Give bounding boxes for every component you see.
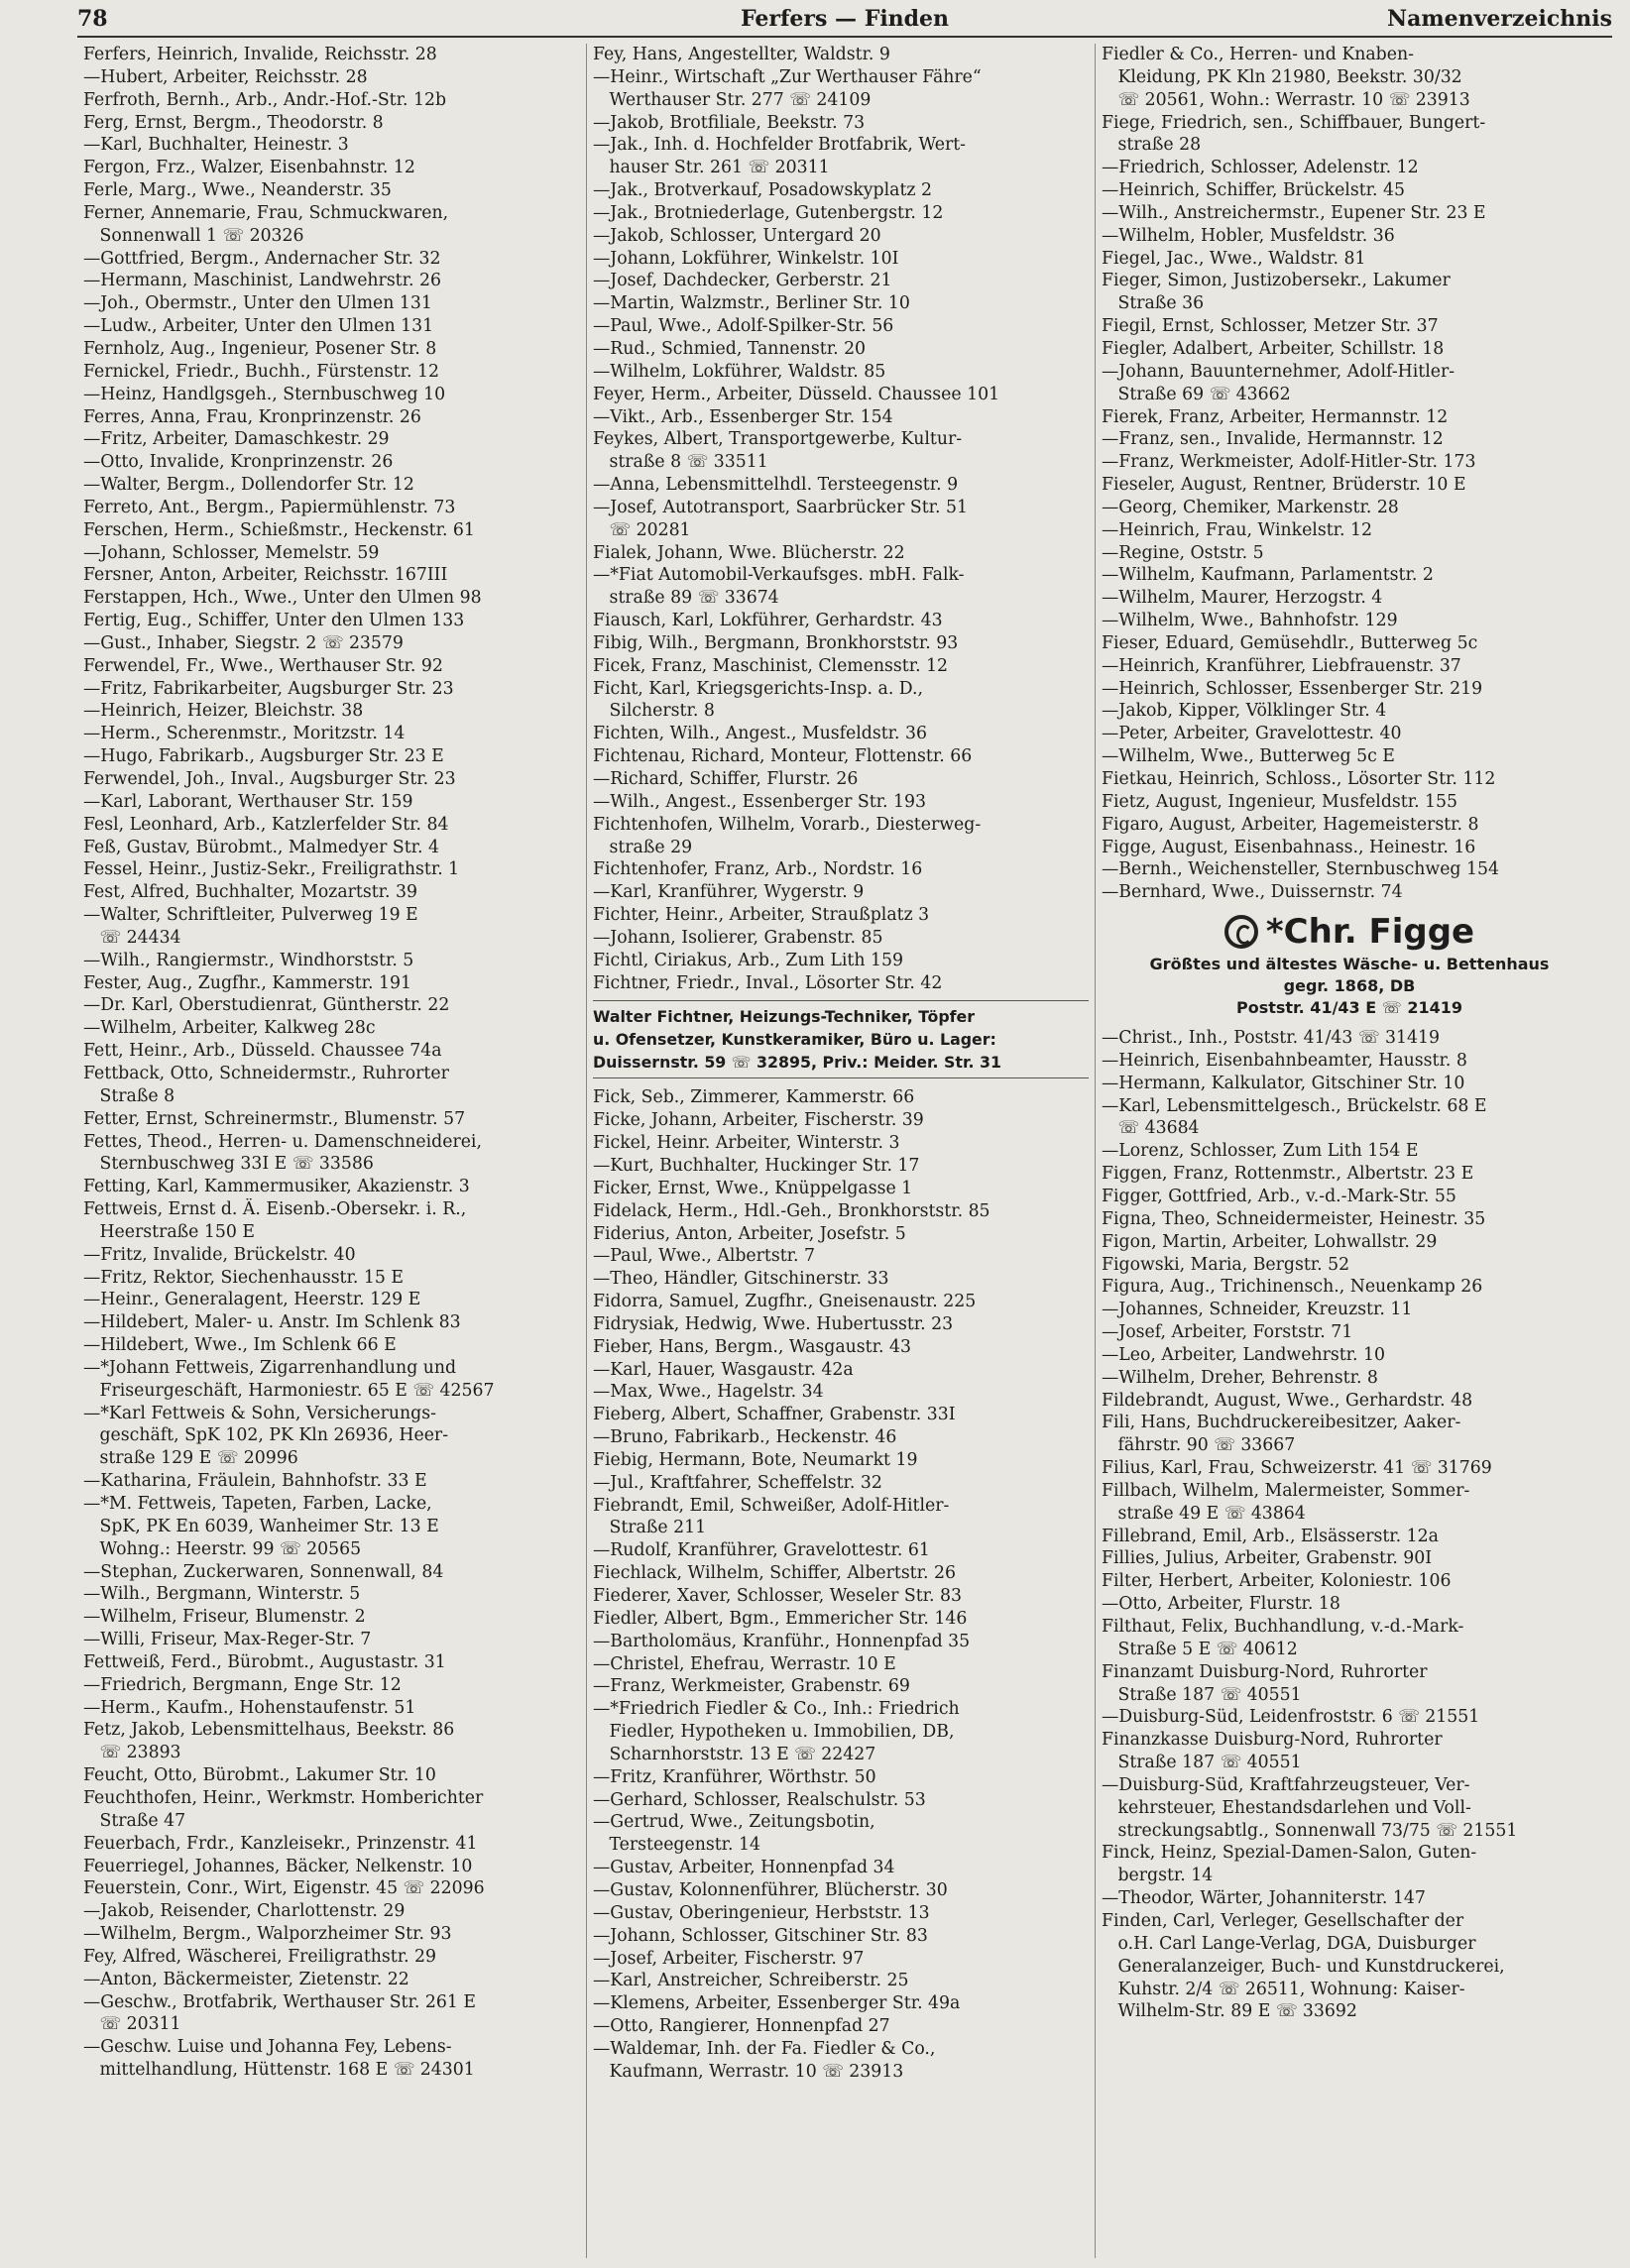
directory-entry: Fick, Seb., Zimmerer, Kammerstr. 66 (593, 1087, 915, 1108)
directory-entry: —Heinr., Generalagent, Heerstr. 129 E (83, 1290, 421, 1310)
directory-entry: Fiedler, Albert, Bgm., Emmericher Str. 146 (593, 1608, 968, 1629)
directory-entry: —Friedrich, Schlosser, Adelenstr. 12 (1102, 158, 1419, 178)
directory-entry: —Heinr., Wirtschaft „Zur Werthauser Fähre“ (593, 66, 982, 87)
directory-entry: Figna, Theo, Schneidermeister, Heinestr. 35 (1102, 1208, 1486, 1229)
directory-entry: —Walter, Schriftleiter, Pulverweg 19 E (83, 905, 418, 926)
directory-entry: —*Johann Fettweis, Zigarrenhandlung und (83, 1357, 457, 1378)
directory-entry: Fiderius, Anton, Arbeiter, Josefstr. 5 (593, 1223, 906, 1244)
directory-entry: —Bruno, Fabrikarb., Heckenstr. 46 (593, 1427, 897, 1448)
directory-entry: Figaro, August, Arbeiter, Hagemeisterstr. 8 (1102, 814, 1479, 835)
directory-entry: Scharnhorststr. 13 E ☏ 22427 (593, 1744, 876, 1764)
ad-line: gegr. 1868, DB (1283, 976, 1416, 996)
directory-entry: —Otto, Invalide, Kronprinzenstr. 26 (83, 452, 394, 473)
directory-entry: Fili, Hans, Buchdruckereibesitzer, Aaker- (1102, 1413, 1461, 1433)
name-range: Ferfers — Finden (740, 6, 950, 32)
directory-entry: Fichtenhofer, Franz, Arb., Nordstr. 16 (593, 859, 923, 880)
directory-entry: Fesl, Leonhard, Arb., Katzlerfelder Str. 84 (83, 814, 449, 835)
directory-entry: kehrsteuer, Ehestandsdarlehen und Voll- (1102, 1797, 1471, 1818)
directory-entry: Fichter, Heinr., Arbeiter, Straußplatz 3 (593, 905, 930, 926)
directory-entry: —Jul., Kraftfahrer, Scheffelstr. 32 (593, 1472, 882, 1493)
directory-entry: —Fritz, Invalide, Brückelstr. 40 (83, 1244, 356, 1265)
directory-entry: —Wilhelm, Arbeiter, Kalkweg 28c (83, 1018, 376, 1039)
directory-entry: —Otto, Arbeiter, Flurstr. 18 (1102, 1594, 1340, 1615)
directory-entry: Fergon, Frz., Walzer, Eisenbahnstr. 12 (83, 158, 415, 178)
directory-entry: Fidorra, Samuel, Zugfhr., Gneisenaustr. 225 (593, 1292, 977, 1312)
directory-entry: Friseurgeschäft, Harmoniestr. 65 E ☏ 42567 (83, 1380, 495, 1401)
directory-entry: Fillbach, Wilhelm, Malermeister, Sommer- (1102, 1480, 1470, 1501)
figge-brand (1102, 910, 1597, 954)
directory-entry: Fierek, Franz, Arbeiter, Hermannstr. 12 (1102, 406, 1449, 427)
directory-entry: mittelhandlung, Hüttenstr. 168 E ☏ 24301 (83, 2060, 475, 2081)
directory-entry: —Wilhelm, Hobler, Musfeldstr. 36 (1102, 225, 1395, 246)
directory-entry: straße 49 E ☏ 43864 (1102, 1503, 1306, 1524)
directory-entry: Fichtner, Friedr., Inval., Lösorter Str. 42 (593, 972, 943, 993)
directory-entry: Figger, Gottfried, Arb., v.-d.-Mark-Str. 55 (1102, 1186, 1456, 1206)
directory-entry: —Wilhelm, Maurer, Herzogstr. 4 (1102, 588, 1383, 609)
directory-entry: —Paul, Wwe., Adolf-Spilker-Str. 56 (593, 316, 894, 337)
directory-entry: —Karl, Kranführer, Wygerstr. 9 (593, 882, 865, 903)
directory-entry: Ferle, Marg., Wwe., Neanderstr. 35 (83, 180, 392, 201)
directory-entry: Figowski, Maria, Bergstr. 52 (1102, 1254, 1350, 1275)
directory-entry: straße 89 ☏ 33674 (593, 588, 779, 609)
directory-entry: —Karl, Hauer, Wasgaustr. 42a (593, 1359, 854, 1380)
directory-entry: —Anna, Lebensmittelhdl. Tersteegenstr. 9 (593, 475, 959, 496)
directory-entry: Fetter, Ernst, Schreinermstr., Blumenstr. 57 (83, 1108, 466, 1129)
directory-entry: —Gottfried, Bergm., Andernacher Str. 32 (83, 248, 441, 269)
ad-line: Größtes und ältestes Wäsche- u. Bettenhaus (1149, 955, 1550, 974)
directory-entry: Fettback, Otto, Schneidermstr., Ruhrorter (83, 1063, 449, 1083)
directory-entry: Fiebrandt, Emil, Schweißer, Adolf-Hitler- (593, 1495, 950, 1516)
directory-entry: Straße 187 ☏ 40551 (1102, 1684, 1302, 1705)
directory-entry: —Hugo, Fabrikarb., Augsburger Str. 23 E (83, 746, 444, 767)
directory-entry: —Duisburg-Süd, Kraftfahrzeugsteuer, Ver- (1102, 1774, 1470, 1795)
directory-entry: fährstr. 90 ☏ 33667 (1102, 1435, 1296, 1456)
directory-entry: —Walter, Bergm., Dollendorfer Str. 12 (83, 475, 414, 496)
directory-entry: —Jak., Inh. d. Hochfelder Brotfabrik, Wert- (593, 135, 967, 156)
header-rule (77, 36, 1612, 38)
directory-entry: —Johann, Lokführer, Winkelstr. 10I (593, 248, 899, 269)
directory-entry: Fietkau, Heinrich, Schloss., Lösorter Str. 112 (1102, 769, 1496, 789)
directory-entry: —Lorenz, Schlosser, Zum Lith 154 E (1102, 1141, 1419, 1162)
directory-entry: Straße 36 (1102, 293, 1205, 314)
directory-entry: Fieberg, Albert, Schaffner, Grabenstr. 33I (593, 1405, 956, 1425)
directory-entry: straße 29 (593, 837, 693, 857)
directory-entry: —Wilhelm, Wwe., Bahnhofstr. 129 (1102, 611, 1398, 631)
directory-entry: Fidrysiak, Hedwig, Wwe. Hubertusstr. 23 (593, 1313, 954, 1334)
directory-entry: —*Karl Fettweis & Sohn, Versicherungs- (83, 1403, 436, 1423)
directory-entry: Straße 187 ☏ 40551 (1102, 1753, 1302, 1773)
directory-entry: —Rudolf, Kranführer, Gravelottestr. 61 (593, 1540, 930, 1561)
directory-entry: Ferschen, Herm., Schießmstr., Heckenstr. 61 (83, 519, 475, 540)
directory-entry: —Josef, Arbeiter, Forststr. 71 (1102, 1322, 1353, 1343)
directory-entry: —Hildebert, Maler- u. Anstr. Im Schlenk 83 (83, 1312, 461, 1333)
directory-entry: —Josef, Arbeiter, Fischerstr. 97 (593, 1948, 865, 1969)
directory-entry: —Gerhard, Schlosser, Realschulstr. 53 (593, 1789, 926, 1810)
directory-entry: Kuhstr. 2/4 ☏ 26511, Wohnung: Kaiser- (1102, 1979, 1465, 1999)
directory-entry: ☏ 20311 (83, 2014, 181, 2035)
directory-entry: Fickel, Heinr. Arbeiter, Winterstr. 3 (593, 1133, 900, 1154)
directory-entry: geschäft, SpK 102, PK Kln 26936, Heer- (83, 1425, 449, 1446)
directory-entry: Fiegel, Jac., Wwe., Waldstr. 81 (1102, 248, 1366, 269)
directory-entry: ☏ 43684 (1102, 1118, 1200, 1139)
directory-entry: Fillies, Julius, Arbeiter, Grabenstr. 90I (1102, 1548, 1433, 1569)
directory-entry: streckungsabtlg., Sonnenwall 73/75 ☏ 21551 (1102, 1820, 1518, 1841)
directory-entry: Sonnenwall 1 ☏ 20326 (83, 225, 304, 246)
directory-entry: Fiegler, Adalbert, Arbeiter, Schillstr. 18 (1102, 338, 1445, 359)
directory-entry: —Anton, Bäckermeister, Zietenstr. 22 (83, 1969, 409, 1989)
directory-entry: —Gustav, Kolonnenführer, Blücherstr. 30 (593, 1879, 948, 1900)
directory-entry: —Richard, Schiffer, Flurstr. 26 (593, 769, 859, 789)
directory-entry: —Max, Wwe., Hagelstr. 34 (593, 1382, 824, 1403)
directory-entry: Fildebrandt, August, Wwe., Gerhardstr. 48 (1102, 1390, 1473, 1411)
directory-entry: Straße 69 ☏ 43662 (1102, 384, 1291, 404)
directory-entry: —Fritz, Kranführer, Wörthstr. 50 (593, 1766, 876, 1787)
directory-entry: —Gust., Inhaber, Siegstr. 2 ☏ 23579 (83, 632, 404, 653)
directory-entry: —Johann, Schlosser, Memelstr. 59 (83, 542, 380, 563)
column-2-top (593, 44, 1089, 994)
directory-entry: —Jakob, Reisender, Charlottenstr. 29 (83, 1901, 406, 1922)
directory-entry: —Johann, Isolierer, Grabenstr. 85 (593, 927, 883, 948)
directory-entry: Feuchthofen, Heinr., Werkmstr. Homberichter (83, 1787, 484, 1808)
directory-entry: —Herm., Scherenmstr., Moritzstr. 14 (83, 724, 406, 744)
directory-entry: Fieber, Hans, Bergm., Wasgaustr. 43 (593, 1336, 911, 1357)
directory-entry: Feucht, Otto, Bürobmt., Lakumer Str. 10 (83, 1765, 436, 1786)
directory-entry: Werthauser Str. 277 ☏ 24109 (593, 89, 872, 110)
column-3-top (1102, 44, 1597, 904)
directory-entry: —Herm., Kaufm., Hohenstaufenstr. 51 (83, 1697, 416, 1718)
directory-entry: —*Fiat Automobil-Verkaufsges. mbH. Falk- (593, 565, 965, 586)
figge-logo-icon (1224, 915, 1258, 949)
directory-entry: —Johannes, Schneider, Kreuzstr. 11 (1102, 1300, 1413, 1320)
directory-entry: —Hermann, Maschinist, Landwehrstr. 26 (83, 271, 441, 291)
page-number: 78 (77, 6, 108, 32)
directory-entry: ☏ 24434 (83, 927, 181, 948)
directory-entry: Fieger, Simon, Justizobersekr., Lakumer (1102, 271, 1451, 291)
directory-entry: —Bartholomäus, Kranführ., Honnenpfad 35 (593, 1631, 971, 1651)
ad-line: u. Ofensetzer, Kunstkeramiker, Büro u. Lager: (593, 1030, 996, 1050)
directory-entry: Fiausch, Karl, Lokführer, Gerhardstr. 43 (593, 611, 943, 631)
fichtner-advertisement (593, 1000, 1089, 1078)
directory-entry: Silcherstr. 8 (593, 701, 715, 722)
directory-entry: —Wilh., Rangiermstr., Windhorststr. 5 (83, 950, 414, 970)
directory-entry: Ferwendel, Fr., Wwe., Werthauser Str. 92 (83, 655, 443, 676)
directory-entry: ☏ 20281 (593, 519, 691, 540)
directory-entry: Fessel, Heinr., Justiz-Sekr., Freiligrathstr. 1 (83, 859, 460, 880)
directory-entry: —Fritz, Rektor, Siechenhausstr. 15 E (83, 1267, 404, 1288)
directory-entry: Fichtenau, Richard, Monteur, Flottenstr. 66 (593, 746, 973, 767)
directory-entry: Filter, Herbert, Arbeiter, Koloniestr. 106 (1102, 1571, 1452, 1592)
column-3-bottom (1102, 1027, 1597, 2023)
directory-entry: —Wilhelm, Dreher, Behrenstr. 8 (1102, 1367, 1378, 1388)
directory-entry: Ferwendel, Joh., Inval., Augsburger Str. 23 (83, 769, 456, 789)
directory-entry: —Leo, Arbeiter, Landwehrstr. 10 (1102, 1344, 1385, 1365)
directory-entry: —Theodor, Wärter, Johanniterstr. 147 (1102, 1888, 1426, 1909)
directory-entry: —Gustav, Arbeiter, Honnenpfad 34 (593, 1858, 895, 1878)
directory-entry: —Peter, Arbeiter, Gravelottestr. 40 (1102, 724, 1402, 744)
directory-entry: o.H. Carl Lange-Verlag, DGA, Duisburger (1102, 1933, 1476, 1954)
directory-entry: Fiedler, Hypotheken u. Immobilien, DB, (593, 1722, 955, 1743)
directory-entry: —Gertrud, Wwe., Zeitungsbotin, (593, 1812, 875, 1833)
directory-entry: —Jakob, Brotfiliale, Beekstr. 73 (593, 112, 866, 133)
directory-entry: —Dr. Karl, Oberstudienrat, Güntherstr. 22 (83, 995, 450, 1016)
directory-entry: —Geschw. Luise und Johanna Fey, Lebens- (83, 2037, 452, 2058)
directory-entry: Fichten, Wilh., Angest., Musfeldstr. 36 (593, 724, 927, 744)
directory-entry: —Vikt., Arb., Essenberger Str. 154 (593, 406, 893, 427)
directory-entry: Wilhelm-Str. 89 E ☏ 33692 (1102, 2001, 1357, 2022)
directory-entry: Finden, Carl, Verleger, Gesellschafter der (1102, 1910, 1464, 1931)
directory-entry: Fernickel, Friedr., Buchh., Fürstenstr. 12 (83, 361, 439, 382)
directory-entry: —Christel, Ehefrau, Werrastr. 10 E (593, 1653, 896, 1674)
directory-entry: —Friedrich, Bergmann, Enge Str. 12 (83, 1674, 402, 1695)
directory-entry: straße 8 ☏ 33511 (593, 452, 768, 473)
directory-entry: —Ludw., Arbeiter, Unter den Ulmen 131 (83, 316, 434, 337)
directory-entry: —Duisburg-Süd, Leidenfroststr. 6 ☏ 21551 (1102, 1707, 1480, 1728)
directory-entry: Fibig, Wilh., Bergmann, Bronkhorststr. 93 (593, 632, 959, 653)
directory-entry: —Wilhelm, Lokführer, Waldstr. 85 (593, 361, 886, 382)
directory-entry: —Martin, Walzmstr., Berliner Str. 10 (593, 293, 910, 314)
directory-entry: Fiedler & Co., Herren- und Knaben- (1102, 45, 1414, 64)
directory-entry: Fettweiß, Ferd., Bürobmt., Augustastr. 31 (83, 1651, 446, 1672)
column-1 (77, 44, 586, 2258)
ad-line: Walter Fichtner, Heizungs-Techniker, Töpfer (593, 1007, 976, 1027)
directory-entry: Figge, August, Eisenbahnass., Heinestr. 16 (1102, 837, 1476, 857)
directory-entry: —Franz, sen., Invalide, Hermannstr. 12 (1102, 429, 1444, 450)
directory-entry: —Josef, Dachdecker, Gerberstr. 21 (593, 271, 892, 291)
directory-entry: —Theo, Händler, Gitschinerstr. 33 (593, 1269, 889, 1290)
columns (77, 44, 1612, 2258)
directory-entry: Fieseler, August, Rentner, Brüderstr. 10 E (1102, 475, 1466, 496)
directory-entry: —Fritz, Arbeiter, Damaschkestr. 29 (83, 429, 390, 450)
directory-entry: Ficker, Ernst, Wwe., Knüppelgasse 1 (593, 1178, 913, 1198)
directory-entry: Fett, Heinr., Arb., Düsseld. Chaussee 74a (83, 1041, 442, 1062)
directory-entry: —Gustav, Oberingenieur, Herbststr. 13 (593, 1902, 930, 1923)
directory-entry: —Franz, Werkmeister, Adolf-Hitler-Str. 173 (1102, 452, 1476, 473)
directory-entry: —Stephan, Zuckerwaren, Sonnenwall, 84 (83, 1561, 444, 1582)
directory-entry: —Johann, Schlosser, Gitschiner Str. 83 (593, 1925, 928, 1946)
directory-entry: ☏ 20561, Wohn.: Werrastr. 10 ☏ 23913 (1102, 89, 1470, 110)
directory-entry: —Heinrich, Schlosser, Essenberger Str. 219 (1102, 678, 1483, 699)
directory-entry: —Hermann, Kalkulator, Gitschiner Str. 10 (1102, 1073, 1465, 1093)
directory-entry: —Bernhard, Wwe., Duissernstr. 74 (1102, 882, 1403, 903)
directory-entry: Straße 211 (593, 1518, 707, 1538)
directory-entry: —Hildebert, Wwe., Im Schlenk 66 E (83, 1335, 397, 1356)
directory-entry: Finck, Heinz, Spezial-Damen-Salon, Guten- (1102, 1843, 1477, 1864)
directory-entry: —Fritz, Fabrikarbeiter, Augsburger Str. 23 (83, 678, 454, 699)
directory-entry: Fersner, Anton, Arbeiter, Reichsstr. 167III (83, 565, 448, 586)
directory-entry: Figon, Martin, Arbeiter, Lohwallstr. 29 (1102, 1231, 1438, 1252)
directory-entry: —Paul, Wwe., Albertstr. 7 (593, 1246, 815, 1267)
directory-entry: —Wilh., Bergmann, Winterstr. 5 (83, 1584, 361, 1605)
directory-entry: Finanzkasse Duisburg-Nord, Ruhrorter (1102, 1730, 1443, 1751)
directory-entry: —Christ., Inh., Poststr. 41/43 ☏ 31419 (1102, 1028, 1440, 1049)
directory-entry: —Heinrich, Eisenbahnbeamter, Hausstr. 8 (1102, 1050, 1467, 1071)
directory-entry: Feuerbach, Frdr., Kanzleisekr., Prinzenstr. 41 (83, 1833, 478, 1854)
directory-entry: —Jak., Brotniederlage, Gutenbergstr. 12 (593, 202, 944, 223)
directory-entry: —Karl, Buchhalter, Heinestr. 3 (83, 135, 349, 156)
directory-entry: —Georg, Chemiker, Markenstr. 28 (1102, 497, 1399, 517)
directory-entry: Fest, Alfred, Buchhalter, Mozartstr. 39 (83, 882, 417, 903)
directory-entry: Ferfers, Heinrich, Invalide, Reichsstr. 28 (83, 45, 437, 64)
directory-entry: —Wilhelm, Wwe., Butterweg 5c E (1102, 746, 1395, 767)
directory-entry: Ficke, Johann, Arbeiter, Fischerstr. 39 (593, 1110, 924, 1131)
directory-entry: —Wilh., Angest., Essenberger Str. 193 (593, 791, 927, 812)
directory-entry: —Jakob, Kipper, Völklinger Str. 4 (1102, 701, 1387, 722)
directory-entry: Fichtl, Ciriakus, Arb., Zum Lith 159 (593, 950, 903, 970)
directory-entry: Fiederer, Xaver, Schlosser, Weseler Str. 83 (593, 1586, 963, 1606)
directory-entry: —Wilh., Anstreichermstr., Eupener Str. 23 E (1102, 202, 1486, 223)
directory-entry: —Heinrich, Heizer, Bleichstr. 38 (83, 701, 364, 722)
directory-entry: Feß, Gustav, Bürobmt., Malmedyer Str. 4 (83, 837, 439, 857)
page-header (77, 6, 1612, 36)
figge-advertisement (1102, 910, 1597, 1019)
directory-entry: Fietz, August, Ingenieur, Musfeldstr. 155 (1102, 791, 1458, 812)
directory-entry: Wohng.: Heerstr. 99 ☏ 20565 (83, 1538, 362, 1559)
directory-entry: Fettweis, Ernst d. Ä. Eisenb.-Obersekr. i. R., (83, 1199, 467, 1220)
directory-entry: straße 28 (1102, 135, 1202, 156)
directory-entry: Sternbuschweg 33I E ☏ 33586 (83, 1154, 374, 1175)
directory-entry: Ficek, Franz, Maschinist, Clemensstr. 12 (593, 655, 949, 676)
directory-entry: —Regine, Oststr. 5 (1102, 542, 1264, 563)
directory-entry: Filthaut, Felix, Buchhandlung, v.-d.-Mark- (1102, 1617, 1464, 1637)
directory-entry: —Johann, Bauunternehmer, Adolf-Hitler- (1102, 361, 1455, 382)
directory-entry: Figura, Aug., Trichinensch., Neuenkamp 26 (1102, 1277, 1483, 1298)
directory-entry: SpK, PK En 6039, Wanheimer Str. 13 E (83, 1516, 439, 1536)
directory-entry: —Kurt, Buchhalter, Huckinger Str. 17 (593, 1155, 920, 1176)
directory-entry: Ferner, Annemarie, Frau, Schmuckwaren, (83, 202, 449, 223)
directory-entry: —Hubert, Arbeiter, Reichsstr. 28 (83, 66, 368, 87)
directory-entry: —Heinrich, Schiffer, Brückelstr. 45 (1102, 180, 1405, 201)
directory-entry: Fester, Aug., Zugfhr., Kammerstr. 191 (83, 972, 411, 993)
directory-entry: —Otto, Rangierer, Honnenpfad 27 (593, 2016, 890, 2037)
directory-entry: Fiechlack, Wilhelm, Schiffer, Albertstr. 26 (593, 1563, 956, 1584)
directory-entry: bergstr. 14 (1102, 1866, 1214, 1886)
directory-entry: Fieser, Eduard, Gemüsehdlr., Butterweg 5c (1102, 632, 1478, 653)
directory-entry: —Heinrich, Frau, Winkelstr. 12 (1102, 519, 1372, 540)
figge-brand-name: *Chr. Figge (1265, 912, 1475, 953)
directory-entry: —Geschw., Brotfabrik, Werthauser Str. 261 E (83, 1991, 476, 2012)
directory-entry: Fichtenhofen, Wilhelm, Vorarb., Diesterweg- (593, 814, 982, 835)
directory-entry: —Karl, Laborant, Werthauser Str. 159 (83, 791, 413, 812)
directory-entry: Fey, Alfred, Wäscherei, Freiligrathstr. 29 (83, 1946, 437, 1967)
directory-entry: Feykes, Albert, Transportgewerbe, Kultur- (593, 429, 963, 450)
directory-entry: —Wilhelm, Friseur, Blumenstr. 2 (83, 1607, 366, 1628)
directory-entry: Finanzamt Duisburg-Nord, Ruhrorter (1102, 1661, 1428, 1682)
column-2 (586, 44, 1095, 2258)
directory-entry: —Josef, Autotransport, Saarbrücker Str. 51 (593, 497, 969, 517)
directory-entry: —Franz, Werkmeister, Grabenstr. 69 (593, 1676, 910, 1697)
directory-entry: Fiebig, Hermann, Bote, Neumarkt 19 (593, 1449, 918, 1470)
directory-entry: —Heinz, Handlgsgeh., Sternbuschweg 10 (83, 384, 446, 404)
directory-entry: Kaufmann, Werrastr. 10 ☏ 23913 (593, 2061, 904, 2082)
directory-entry: —Jakob, Schlosser, Untergard 20 (593, 225, 881, 246)
directory-entry: —Joh., Obermstr., Unter den Ulmen 131 (83, 293, 432, 314)
directory-entry: —Bernh., Weichensteller, Sternbuschweg 154 (1102, 859, 1499, 880)
directory-entry: —Rud., Schmied, Tannenstr. 20 (593, 338, 867, 359)
directory-entry: —Klemens, Arbeiter, Essenberger Str. 49a (593, 1993, 961, 2014)
directory-entry: Fey, Hans, Angestellter, Waldstr. 9 (593, 45, 890, 64)
column-2-bottom (593, 1086, 1089, 2083)
directory-entry: Ferreto, Ant., Bergm., Papiermühlenstr. 73 (83, 497, 456, 517)
ad-line: Poststr. 41/43 E ☏ 21419 (1235, 998, 1462, 1018)
directory-entry: —Karl, Lebensmittelgesch., Brückelstr. 68 E (1102, 1095, 1487, 1116)
directory-entry: Feyer, Herm., Arbeiter, Düsseld. Chaussee 101 (593, 384, 1000, 404)
directory-entry: —Wilhelm, Kaufmann, Parlamentstr. 2 (1102, 565, 1434, 586)
directory-entry: Feuerstein, Conr., Wirt, Eigenstr. 45 ☏ 22096 (83, 1878, 485, 1899)
directory-entry: Heerstraße 150 E (83, 1221, 255, 1242)
directory-entry: —Waldemar, Inh. der Fa. Fiedler & Co., (593, 2038, 936, 2059)
directory-entry: Fillebrand, Emil, Arb., Elsässerstr. 12a (1102, 1526, 1439, 1546)
directory-entry: Fertig, Eug., Schiffer, Unter den Ulmen 133 (83, 611, 465, 631)
directory-entry: Fialek, Johann, Wwe. Blücherstr. 22 (593, 542, 905, 563)
directory-entry: Fetting, Karl, Kammermusiker, Akazienstr. 3 (83, 1177, 470, 1197)
directory-entry: —Karl, Anstreicher, Schreiberstr. 25 (593, 1971, 909, 1991)
directory-entry: —Jak., Brotverkauf, Posadowskyplatz 2 (593, 180, 932, 201)
directory-entry: Fernholz, Aug., Ingenieur, Posener Str. 8 (83, 338, 437, 359)
directory-entry: Kleidung, PK Kln 21980, Beekstr. 30/32 (1102, 66, 1462, 87)
directory-entry: Generalanzeiger, Buch- und Kunstdruckerei, (1102, 1956, 1505, 1977)
directory-entry: Straße 5 E ☏ 40612 (1102, 1639, 1298, 1659)
column-3 (1095, 44, 1603, 2258)
directory-entry: Fettes, Theod., Herren- u. Damenschneiderei, (83, 1131, 482, 1152)
directory-entry: —Wilhelm, Bergm., Walporzheimer Str. 93 (83, 1924, 452, 1945)
directory-entry: Ficht, Karl, Kriegsgerichts-Insp. a. D., (593, 678, 924, 699)
directory-entry: Filius, Karl, Frau, Schweizerstr. 41 ☏ 31769 (1102, 1458, 1492, 1479)
directory-entry: Ferg, Ernst, Bergm., Theodorstr. 8 (83, 112, 384, 133)
directory-entry: Ferres, Anna, Frau, Kronprinzenstr. 26 (83, 406, 421, 427)
directory-entry: Ferstappen, Hch., Wwe., Unter den Ulmen 98 (83, 588, 482, 609)
directory-entry: Fiegil, Ernst, Schlosser, Metzer Str. 37 (1102, 316, 1439, 337)
directory-entry: —Katharina, Fräulein, Bahnhofstr. 33 E (83, 1471, 427, 1492)
directory-entry: hauser Str. 261 ☏ 20311 (593, 158, 830, 178)
ad-line: Duissernstr. 59 ☏ 32895, Priv.: Meider. Str. 31 (593, 1053, 1001, 1073)
directory-entry: Fidelack, Herm., Hdl.-Geh., Bronkhorststr. 85 (593, 1200, 990, 1221)
directory-entry: Straße 8 (83, 1085, 175, 1106)
directory-entry: Fetz, Jakob, Lebensmittelhaus, Beekstr. 86 (83, 1720, 455, 1741)
directory-entry: straße 129 E ☏ 20996 (83, 1448, 298, 1469)
directory-entry: Fiege, Friedrich, sen., Schiffbauer, Bungert- (1102, 112, 1486, 133)
directory-entry: —Willi, Friseur, Max-Reger-Str. 7 (83, 1630, 372, 1650)
directory-entry: Ferfroth, Bernh., Arb., Andr.-Hof.-Str. 12b (83, 89, 447, 110)
directory-entry: —*M. Fettweis, Tapeten, Farben, Lacke, (83, 1494, 432, 1514)
directory-entry: Feuerriegel, Johannes, Bäcker, Nelkenstr. 10 (83, 1856, 473, 1876)
section-title: Namenverzeichnis (1387, 6, 1612, 32)
directory-entry: —*Friedrich Fiedler & Co., Inh.: Friedrich (593, 1699, 960, 1720)
directory-entry: Tersteegenstr. 14 (593, 1835, 760, 1856)
directory-entry: —Heinrich, Kranführer, Liebfrauenstr. 37 (1102, 655, 1461, 676)
directory-entry: ☏ 23893 (83, 1743, 181, 1763)
directory-entry: Straße 47 (83, 1810, 186, 1831)
directory-entry: Figgen, Franz, Rottenmstr., Albertstr. 23 E (1102, 1164, 1474, 1185)
